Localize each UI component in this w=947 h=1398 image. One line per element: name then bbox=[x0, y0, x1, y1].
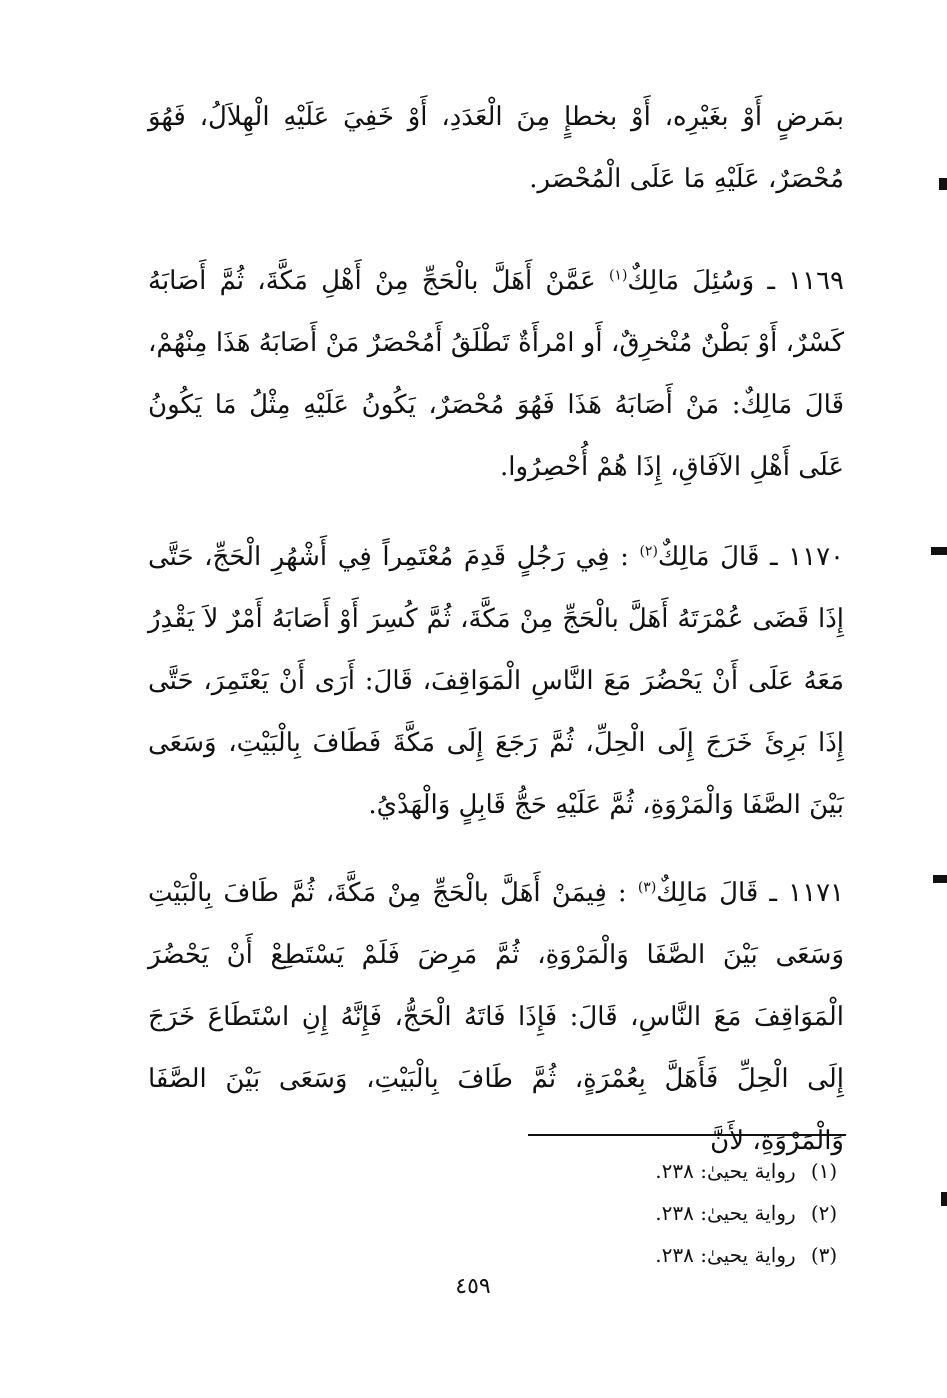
footnote-text: رواية يحيىٰ: ٢٣٨. bbox=[655, 1159, 796, 1183]
footnote-item bbox=[440, 1234, 846, 1276]
footnote-number: (٣) bbox=[810, 1243, 838, 1267]
footnote-text: رواية يحيىٰ: ٢٣٨. bbox=[655, 1201, 796, 1225]
footnote-text: رواية يحيىٰ: ٢٣٨. bbox=[655, 1243, 796, 1267]
page-number: ٤٥٩ bbox=[455, 1274, 491, 1299]
footnote-item bbox=[440, 1192, 846, 1234]
scan-edge-mark bbox=[931, 547, 947, 555]
paragraph-1169 bbox=[148, 250, 844, 498]
paragraph-continuation bbox=[148, 86, 844, 210]
paragraph-1170 bbox=[148, 526, 844, 836]
paragraph-lead-text: قَالَ مَالِكٌ bbox=[656, 878, 759, 908]
paragraph-number: ١١٧٠ ـ bbox=[769, 542, 844, 572]
paragraph-lead-text: وَسُئِلَ مَالِكٌ bbox=[627, 266, 755, 296]
scan-edge-mark bbox=[933, 875, 947, 883]
paragraph-text: : فِيمَنْ أَهَلَّ بالْحَجِّ مِنْ مَكَّةَ، ثُمَّ طَافَ بِالْبَيْتِ وَسَعَى بَيْنَ الصَّفَا وَالْمَرْوَةِ، ثُمَّ مَرِضَ فَلَمْ يَسْتَطِعْ أَنْ يَحْضُرَ الْمَوَاقِفَ مَعَ النَّاسِ، قَالَ: فَإِذَا فَاتَهُ الْحَجُّ، فَإِنَّهُ إِنِ اسْتَطَاعَ خَرَجَ إِلَى الْحِلِّ فَأَهَلَّ بِعُمْرَةٍ، ثُمَّ طَافَ بِالْبَيْتِ، وَسَعَى بَيْنَ الصَّفَا وَالْمَرْوَةِ، لأَنَّ bbox=[148, 878, 844, 1156]
paragraph-text: : فِي رَجُلٍ قَدِمَ مُعْتَمِراً فِي أَشْهُرِ الْحَجِّ، حَتَّى إِذَا قَضَى عُمْرَتَهُ أَهَلَّ بالْحَجِّ مِنْ مَكَّةَ، ثُمَّ كُسِرَ أَوْ أَصَابَهُ أَمْرٌ لاَ يَقْدِرُ مَعَهُ عَلَى أَنْ يَحْضُرَ مَعَ النَّاسِ الْمَوَاقِفَ، قَالَ: أَرَى أَنْ يَعْتَمِرَ، حَتَّى إِذَا بَرِئَ خَرَجَ إِلَى الْحِلِّ، ثُمَّ رَجَعَ إِلَى مَكَّةَ فَطَافَ بِالْبَيْتِ، وَسَعَى بَيْنَ الصَّفَا وَالْمَرْوَةِ، ثُمَّ عَلَيْهِ حَجُّ قَابِلٍ وَالْهَدْيُ. bbox=[148, 542, 844, 820]
paragraph-text: بمَرضٍ أَوْ بغَيْرِه، أَوْ بخطإٍ مِنَ الْعَدَدِ، أَوْ خَفِيَ عَلَيْهِ الْهِلاَلُ، فَهُوَ مُحْصَرٌ، عَلَيْهِ مَا عَلَى الْمُحْصَر. bbox=[148, 102, 844, 194]
footnote-number: (٢) bbox=[810, 1201, 838, 1225]
footnote-number: (١) bbox=[810, 1159, 838, 1183]
footnote-reference: (٣) bbox=[637, 879, 657, 896]
scan-edge-mark bbox=[941, 1192, 947, 1206]
paragraph-lead-text: قَالَ مَالِكٌ bbox=[657, 542, 760, 572]
paragraph-number: ١١٦٩ ـ bbox=[767, 266, 845, 296]
paragraph-number: ١١٧١ ـ bbox=[769, 878, 845, 908]
footnote-reference: (١) bbox=[608, 267, 628, 284]
paragraph-text: عَمَّنْ أَهَلَّ بالْحَجِّ مِنْ أَهْلِ مَكَّةَ، ثُمَّ أَصَابَهُ كَسْرٌ، أَوْ بَطْنٌ مُنْخرِقٌ، أَو امْرأَةٌ تَطْلَقُ أَمُحْصَرٌ مَنْ أَصَابَهُ هَذَا مِنْهُمْ، قَالَ مَالِكٌ: مَنْ أَصَابَهُ هَذَا فَهُوَ مُحْصَرٌ، يَكُونُ عَلَيْهِ مِثْلُ مَا يَكُونُ عَلَى أَهْلِ الآفَاقِ، إِذَا هُمْ أُحْصِرُوا. bbox=[148, 266, 844, 482]
paragraph-1171 bbox=[148, 862, 844, 1172]
footnotes-list bbox=[440, 1150, 846, 1276]
footnote-item bbox=[440, 1150, 846, 1192]
footnote-reference: (٢) bbox=[639, 543, 658, 560]
scan-edge-mark bbox=[939, 178, 947, 190]
footnote-separator bbox=[528, 1134, 846, 1136]
